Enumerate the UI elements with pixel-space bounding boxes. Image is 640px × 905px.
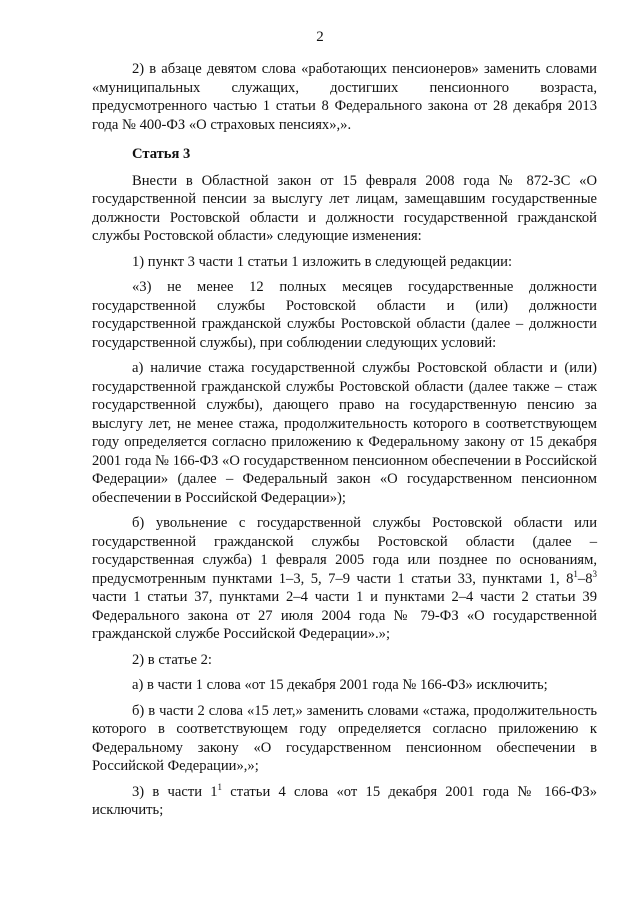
paragraph-article-intro: Внести в Областной закон от 15 февраля 2008 года № 872-ЗС «О государственной пенсии за выслугу лет лицам, замещавшим государственные должности Ростовской области и должности государственной гражданской службы Ростовской области» следующие изменения: (92, 172, 597, 244)
superscript: 3 (592, 568, 597, 579)
article-heading: Статья 3 (132, 146, 191, 162)
paragraph-item-3 (92, 783, 597, 820)
item-3-text-2: статьи 4 слова «от 15 декабря 2001 года № 166-ФЗ» исключить; (92, 783, 597, 818)
paragraph-item-2b: б) в части 2 слова «15 лет,» заменить словами «стажа, продолжительность которого в соответствующем году определяется согласно приложению к Федеральному закону «О государственном пенсионном обеспечении в Российской Федерации»,»; (92, 702, 597, 774)
document-body (92, 60, 597, 827)
paragraph-subitem-a: а) наличие стажа государственной службы Ростовской области и (или) государственной гражданской службы Ростовской области (далее также – стаж государственной службы), дающего право на государственную пенсию за выслугу лет, не менее стажа, продолжительность которого в соответствующем году определяется согласно приложению к Федеральному закону от 15 декабря 2001 года № 166-ФЗ «О государственном пенсионном обеспечении в Российской Федерации» (далее – Федеральный закон «О государственном пенсионном обеспечении в Российской Федерации»); (92, 360, 597, 506)
paragraph-amend-ninth-para: 2) в абзаце девятом слова «работающих пенсионеров» заменить словами «муниципальных служащих, достигших пенсионного возраста, предусмотренного частью 1 статьи 8 Федерального закона от 28 декабря 2013 года № 400-ФЗ «О страховых пенсиях»,». (92, 61, 597, 133)
superscript: 1 (573, 568, 578, 579)
subitem-b-text-1: б) увольнение с государственной службы Ростовской области или государственной гражданской службы Ростовской области (далее – государственная служба) 1 февраля 2005 года или позднее по основаниям, предусмотренным пунктами 1–3, 5, 7–9 части 1 статьи 33, пунктами 1, 8 (92, 515, 597, 587)
paragraph-item-1: 1) пункт 3 части 1 статьи 1 изложить в следующей редакции: (132, 253, 513, 270)
paragraph-item-2: 2) в статье 2: (132, 651, 212, 668)
paragraph-subitem-b (92, 514, 597, 644)
superscript: 1 (217, 781, 223, 792)
page-number: 2 (316, 29, 324, 45)
paragraph-item-2a: а) в части 1 слова «от 15 декабря 2001 года № 166-ФЗ» исключить; (132, 677, 548, 693)
paragraph-item-3-text: «3) не менее 12 полных месяцев государственные должности государственной службы Ростовской области и (или) должности государственной гражданской службы Ростовской области (далее – должности государственной службы), при соблюдении следующих условий: (92, 279, 597, 351)
subitem-b-text-2: –8 (577, 570, 593, 587)
subitem-b-text-3: части 1 статьи 37, пунктами 2–4 части 1 и пунктами 2–4 части 2 статьи 39 Федерального закона от 27 июля 2004 года № 79-ФЗ «О государственной гражданской службе Российской Федерации».»; (92, 589, 597, 642)
item-3-text-1: 3) в части 1 (132, 783, 218, 800)
